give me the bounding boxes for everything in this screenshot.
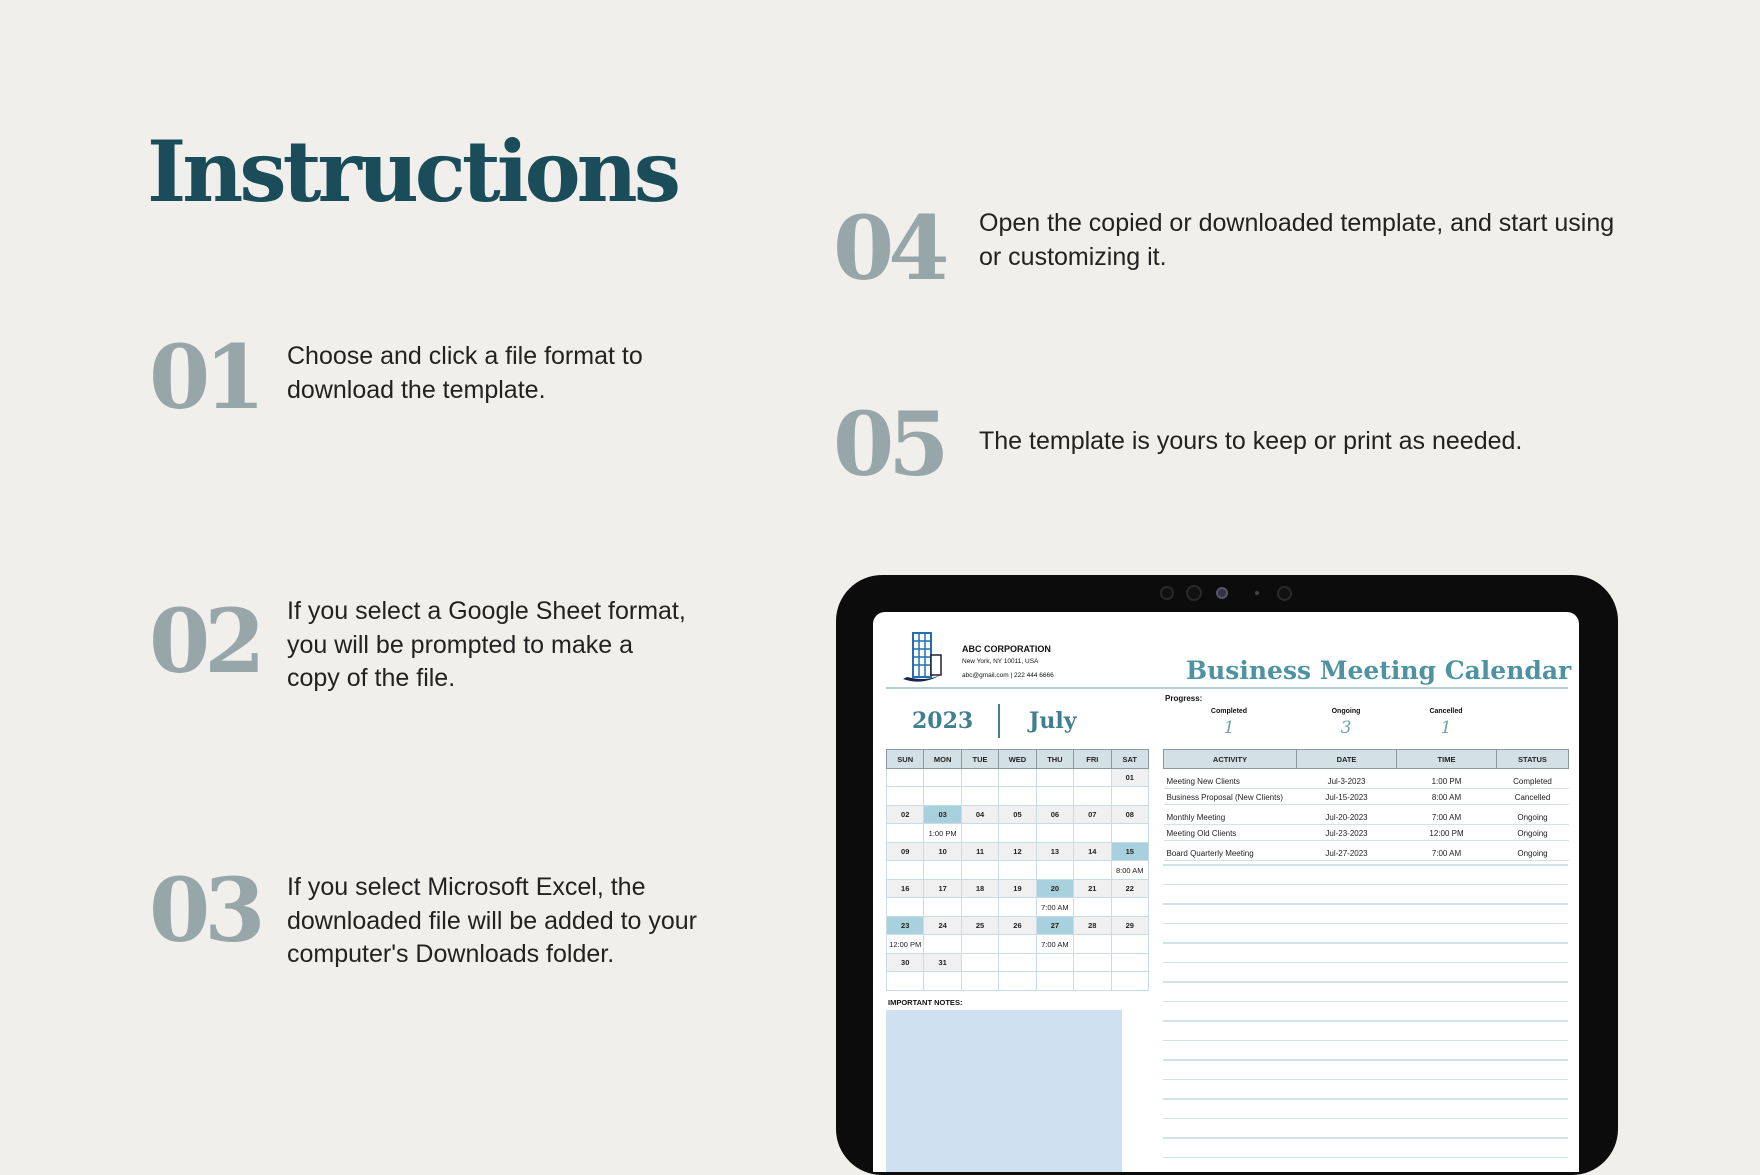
table-cell: 12:00 PM: [1397, 825, 1497, 841]
calendar-event-time: [887, 824, 924, 843]
table-cell: Jul-3-2023: [1297, 769, 1397, 789]
calendar-event-time: [1111, 824, 1148, 843]
calendar-day[interactable]: 07: [1074, 806, 1111, 824]
progress-completed-label: Completed: [1210, 708, 1248, 715]
step-number: 04: [833, 196, 944, 300]
weekday-header: TUE: [961, 750, 998, 769]
step-text: Choose and click a file format to download the template.: [287, 342, 643, 404]
table-cell: 7:00 AM: [1397, 805, 1497, 825]
empty-row-line: [1163, 1001, 1568, 1003]
company-contact: abc@gmail.com | 222 444 6666: [962, 672, 1054, 679]
calendar-day: [887, 769, 924, 787]
table-cell: Jul-23-2023: [1297, 825, 1397, 841]
step-number: 02: [149, 589, 260, 693]
weekday-header: MON: [924, 750, 961, 769]
calendar-event-time: [924, 861, 961, 880]
empty-row-line: [1163, 1040, 1568, 1042]
calendar-event-time: [887, 861, 924, 880]
weekday-header: FRI: [1074, 750, 1111, 769]
header-divider: [886, 687, 1568, 689]
sensor-icon: [1186, 585, 1202, 601]
calendar-day[interactable]: 12: [999, 843, 1036, 861]
calendar-event-time: [1074, 972, 1111, 991]
calendar-event-time: [1111, 935, 1148, 954]
empty-row-line: [1163, 884, 1568, 886]
table-cell: Completed: [1497, 769, 1569, 789]
empty-row-line: [1163, 1137, 1568, 1139]
empty-row-line: [1163, 1079, 1568, 1081]
calendar-day[interactable]: 16: [887, 880, 924, 898]
calendar-event-time: 1:00 PM: [924, 824, 961, 843]
empty-row-line: [1163, 981, 1568, 983]
calendar-day: [961, 954, 998, 972]
calendar-event-time: [999, 898, 1036, 917]
calendar-event-time: [1111, 898, 1148, 917]
calendar-day[interactable]: 06: [1036, 806, 1073, 824]
calendar-day: [961, 769, 998, 787]
calendar-day[interactable]: 11: [961, 843, 998, 861]
calendar-day[interactable]: 26: [999, 917, 1036, 935]
empty-row-line: [1163, 942, 1568, 944]
calendar-event-time: [1036, 824, 1073, 843]
calendar-event-time: [924, 787, 961, 806]
month: July: [1029, 708, 1077, 734]
calendar-event-time: [1074, 787, 1111, 806]
calendar-event-time: [999, 935, 1036, 954]
calendar-day[interactable]: 27: [1036, 917, 1073, 935]
calendar-event-time: 7:00 AM: [1036, 898, 1073, 917]
table-cell: 8:00 AM: [1397, 789, 1497, 805]
calendar-day[interactable]: 13: [1036, 843, 1073, 861]
step-number: 01: [149, 325, 260, 429]
calendar-event-time: [1036, 861, 1073, 880]
calendar-event-time: [999, 861, 1036, 880]
step-text: The template is yours to keep or print as needed.: [979, 427, 1523, 455]
table-row: [1164, 825, 1569, 841]
notes-label: IMPORTANT NOTES:: [888, 998, 963, 1007]
sensor-icon: [1160, 586, 1174, 600]
year: 2023: [912, 708, 974, 734]
table-cell: 1:00 PM: [1397, 769, 1497, 789]
calendar-day[interactable]: 22: [1111, 880, 1148, 898]
table-cell: Monthly Meeting: [1164, 805, 1297, 825]
table-cell: Jul-20-2023: [1297, 805, 1397, 825]
table-row: [1164, 841, 1569, 861]
calendar-event-time: [1036, 787, 1073, 806]
calendar-day[interactable]: 09: [887, 843, 924, 861]
progress-completed-count: 1: [1223, 718, 1235, 738]
column-header: DATE: [1297, 750, 1397, 769]
calendar-event-time: [1074, 824, 1111, 843]
calendar-day: [924, 769, 961, 787]
table-cell: Ongoing: [1497, 841, 1569, 861]
calendar-event-time: [961, 935, 998, 954]
calendar-event-time: [999, 972, 1036, 991]
empty-row-line: [1163, 864, 1568, 866]
calendar-day: [999, 954, 1036, 972]
table-cell: 7:00 AM: [1397, 841, 1497, 861]
empty-row-line: [1163, 1020, 1568, 1022]
calendar-day[interactable]: 14: [1074, 843, 1111, 861]
calendar-day: [999, 769, 1036, 787]
spreadsheet-preview: [873, 612, 1579, 1172]
calendar-day[interactable]: 25: [961, 917, 998, 935]
calendar-event-time: [924, 972, 961, 991]
calendar-event-time: 12:00 PM: [887, 935, 924, 954]
calendar-event-time: [999, 787, 1036, 806]
weekday-header: SAT: [1111, 750, 1148, 769]
calendar-day: [1111, 954, 1148, 972]
calendar-day[interactable]: 21: [1074, 880, 1111, 898]
step-number: 05: [833, 392, 944, 496]
column-header: ACTIVITY: [1164, 750, 1297, 769]
calendar-day[interactable]: 20: [1036, 880, 1073, 898]
table-row: [1164, 805, 1569, 825]
calendar-event-time: [924, 898, 961, 917]
calendar-day[interactable]: 30: [887, 954, 924, 972]
step-text: Open the copied or downloaded template, and start using or customizing it.: [979, 209, 1615, 271]
table-row: [1164, 769, 1569, 789]
progress-cancelled-label: Cancelled: [1429, 708, 1463, 715]
calendar-day[interactable]: 05: [999, 806, 1036, 824]
calendar-day[interactable]: 08: [1111, 806, 1148, 824]
calendar-day: [1036, 769, 1073, 787]
activity-table: [1163, 749, 1569, 861]
table-cell: Ongoing: [1497, 805, 1569, 825]
table-cell: Ongoing: [1497, 825, 1569, 841]
table-row: [1164, 789, 1569, 805]
calendar-day[interactable]: 18: [961, 880, 998, 898]
calendar-day[interactable]: 02: [887, 806, 924, 824]
company-name: ABC CORPORATION: [962, 644, 1051, 654]
table-cell: Meeting Old Clients: [1164, 825, 1297, 841]
weekday-header: WED: [999, 750, 1036, 769]
camera-icon: [1216, 587, 1228, 599]
empty-row-line: [1163, 1059, 1568, 1061]
calendar-event-time: [999, 824, 1036, 843]
sensor-icon: [1277, 586, 1292, 601]
notes-area[interactable]: [886, 1010, 1122, 1172]
calendar-event-time: 7:00 AM: [1036, 935, 1073, 954]
empty-row-line: [1163, 923, 1568, 925]
calendar-day[interactable]: 29: [1111, 917, 1148, 935]
empty-row-line: [1163, 1118, 1568, 1120]
calendar-event-time: [1111, 972, 1148, 991]
calendar-day: [1074, 769, 1111, 787]
calendar-event-time: [961, 972, 998, 991]
calendar-event-time: [961, 824, 998, 843]
empty-row-line: [1163, 1157, 1568, 1159]
calendar-day[interactable]: 28: [1074, 917, 1111, 935]
sensor-icon: [1255, 591, 1259, 595]
table-cell: Business Proposal (New Clients): [1164, 789, 1297, 805]
progress-cancelled-count: 1: [1440, 718, 1452, 738]
calendar-day[interactable]: 03: [924, 806, 961, 824]
calendar-event-time: [961, 861, 998, 880]
year-month-divider: [998, 704, 1000, 738]
calendar-day[interactable]: 31: [924, 954, 961, 972]
column-header: STATUS: [1497, 750, 1569, 769]
calendar-day[interactable]: 24: [924, 917, 961, 935]
calendar-day: [1036, 954, 1073, 972]
calendar-event-time: 8:00 AM: [1111, 861, 1148, 880]
sheet-title: Business Meeting Calendar: [1186, 656, 1572, 685]
progress-ongoing-count: 3: [1340, 718, 1352, 738]
calendar-event-time: [887, 898, 924, 917]
calendar-event-time: [924, 935, 961, 954]
calendar-event-time: [1036, 972, 1073, 991]
table-cell: Board Quarterly Meeting: [1164, 841, 1297, 861]
empty-row-line: [1163, 1098, 1568, 1100]
calendar-event-time: [961, 898, 998, 917]
calendar-event-time: [1074, 898, 1111, 917]
building-logo-icon: [901, 629, 949, 685]
calendar-grid: [886, 749, 1149, 991]
calendar-event-time: [887, 787, 924, 806]
calendar-event-time: [1074, 935, 1111, 954]
progress-label: Progress:: [1165, 694, 1203, 703]
step-number: 03: [149, 858, 260, 962]
calendar-event-time: [961, 787, 998, 806]
calendar-event-time: [1074, 861, 1111, 880]
progress-ongoing-label: Ongoing: [1331, 708, 1361, 715]
calendar-event-time: [1111, 787, 1148, 806]
calendar-event-time: [887, 972, 924, 991]
table-cell: Jul-27-2023: [1297, 841, 1397, 861]
column-header: TIME: [1397, 750, 1497, 769]
weekday-header: SUN: [887, 750, 924, 769]
calendar-day: [1074, 954, 1111, 972]
page-title: Instructions: [147, 122, 678, 221]
calendar-day[interactable]: 15: [1111, 843, 1148, 861]
empty-row-line: [1163, 962, 1568, 964]
step-text: If you select Microsoft Excel, the downloaded file will be added to your computer's Downloads folder.: [287, 873, 697, 968]
calendar-day[interactable]: 10: [924, 843, 961, 861]
step-text: If you select a Google Sheet format, you will be prompted to make a copy of the file.: [287, 597, 686, 692]
table-cell: Cancelled: [1497, 789, 1569, 805]
calendar-day[interactable]: 01: [1111, 769, 1148, 787]
table-cell: Jul-15-2023: [1297, 789, 1397, 805]
calendar-day[interactable]: 17: [924, 880, 961, 898]
calendar-day[interactable]: 19: [999, 880, 1036, 898]
table-cell: Meeting New Clients: [1164, 769, 1297, 789]
company-address: New York, NY 10011, USA: [962, 658, 1039, 665]
empty-row-line: [1163, 903, 1568, 905]
calendar-day[interactable]: 04: [961, 806, 998, 824]
calendar-day[interactable]: 23: [887, 917, 924, 935]
weekday-header: THU: [1036, 750, 1073, 769]
